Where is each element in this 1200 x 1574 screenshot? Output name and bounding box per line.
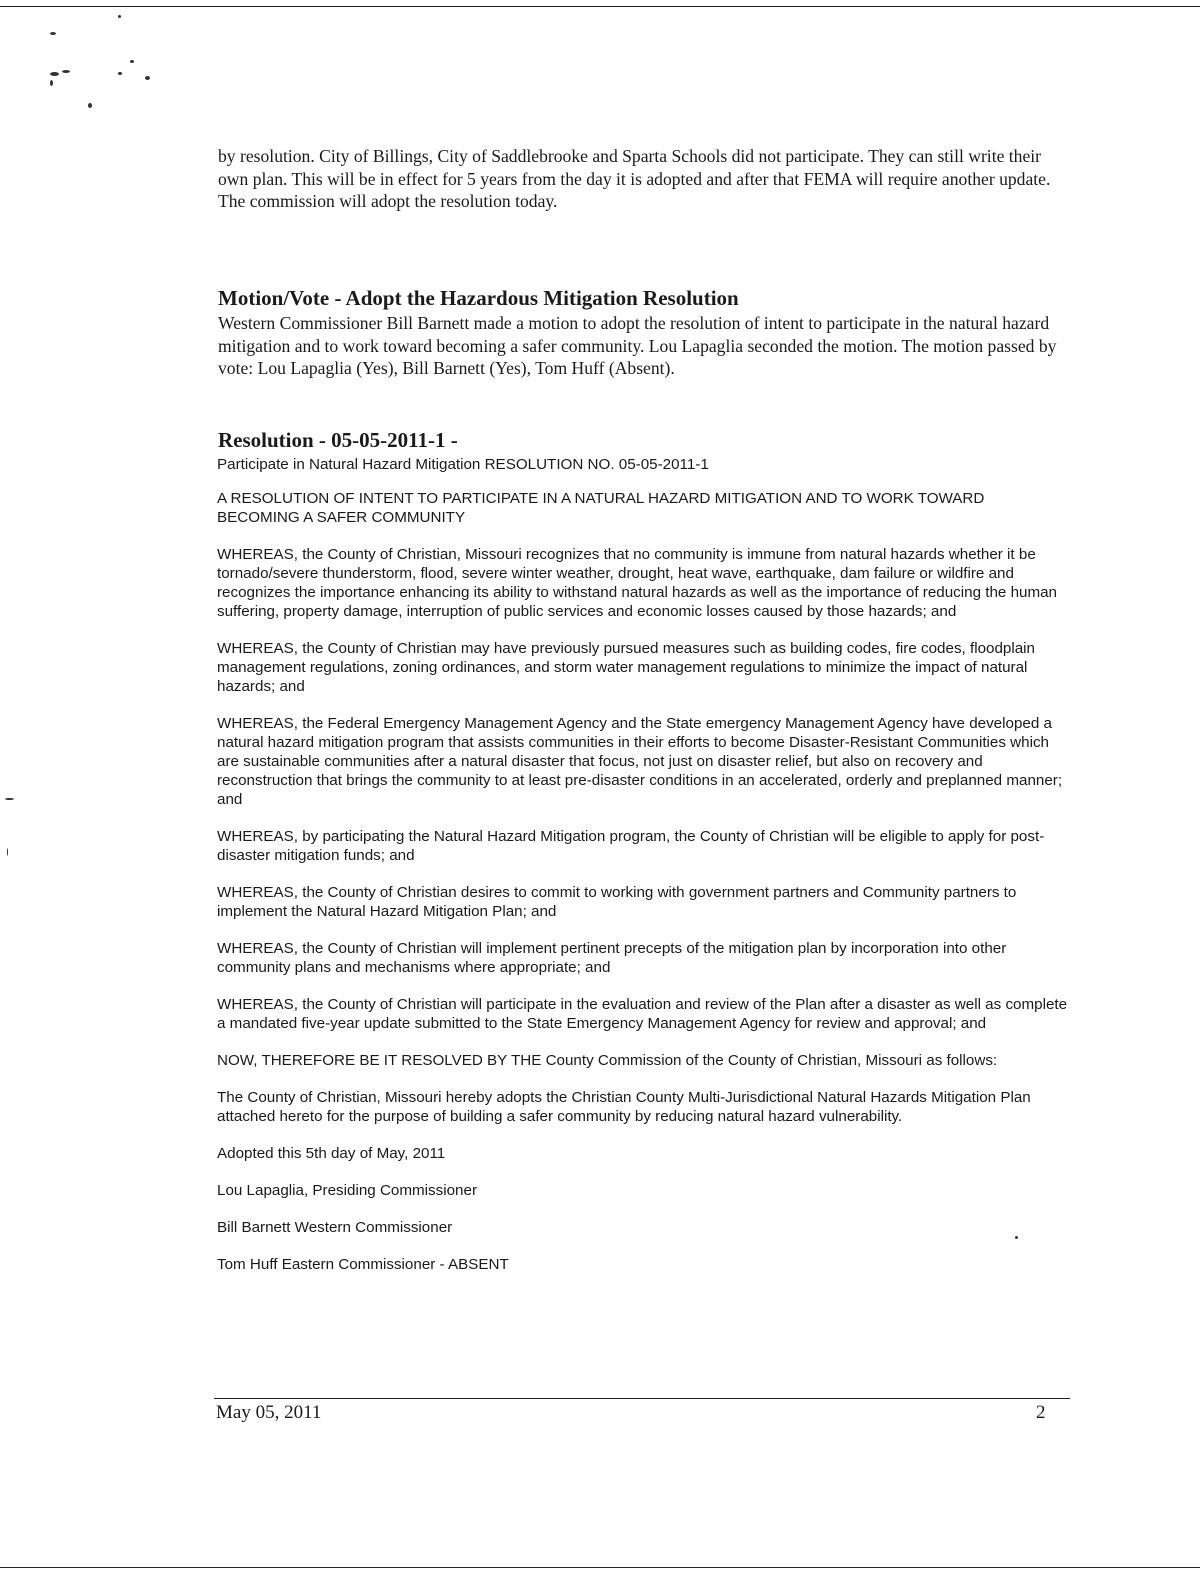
scan-speck	[130, 60, 134, 63]
whereas-clause: WHEREAS, by participating the Natural Hazard Mitigation program, the County of Christian will be eligible to apply for post-disaster mitigation funds; and	[217, 828, 1045, 864]
scan-speck	[50, 80, 53, 86]
intro-paragraph: by resolution. City of Billings, City of Saddlebrooke and Sparta Schools did not participate. They can still write their own plan. This will be in effect for 5 years from the day it is adopted and after that FEMA will require another update. The commission will adopt the resolution today.	[218, 146, 1051, 211]
scan-speck	[5, 798, 14, 800]
whereas-clause: WHEREAS, the County of Christian desires to commit to working with government partners and Community partners to implement the Natural Hazard Mitigation Plan; and	[217, 884, 1017, 920]
scan-speck	[50, 72, 59, 76]
scan-speck	[50, 32, 56, 35]
scan-speck	[118, 15, 121, 18]
adopted-date: Adopted this 5th day of May, 2011	[217, 1145, 446, 1162]
motion-body: Western Commissioner Bill Barnett made a motion to adopt the resolution of intent to participate in the natural hazard mitigation and to work toward becoming a safer community. Lou Lapaglia seconded the motion. The motion passed by vote: Lou Lapaglia (Yes), Bill Barnett (Yes), Tom Huff (Absent).	[218, 313, 1057, 378]
whereas-clause: WHEREAS, the County of Christian will implement pertinent precepts of the mitigation plan by incorporation into other community plans and mechanisms where appropriate; and	[217, 940, 1007, 976]
resolution-heading: Resolution - 05-05-2011-1 -	[218, 428, 458, 452]
scan-speck	[88, 103, 92, 108]
whereas-clause: WHEREAS, the Federal Emergency Management Agency and the State emergency Management Agency have developed a natural hazard mitigation program that assists communities in their efforts to become Disaster-Resistant Communities which are sustainable communities after a natural disaster that focus, not just on disaster relief, but also on recovery and reconstruction that brings the community to at least pre-disaster conditions in an accelerated, orderly and preplanned manner; and	[217, 715, 1063, 808]
bottom-scan-border	[0, 1567, 1200, 1568]
resolution-intent-title: A RESOLUTION OF INTENT TO PARTICIPATE IN A NATURAL HAZARD MITIGATION AND TO WORK TOWARD BECOMING A SAFER COMMUNITY	[217, 490, 985, 526]
whereas-clause: WHEREAS, the County of Christian will participate in the evaluation and review of the Plan after a disaster as well as complete a mandated five-year update submitted to the State Emergency Management Agency for review and approval; and	[217, 996, 1068, 1032]
footer-divider	[214, 1398, 1070, 1399]
scan-speck	[62, 70, 70, 73]
scan-speck	[118, 72, 122, 75]
footer-date: May 05, 2011	[216, 1402, 322, 1423]
motion-heading: Motion/Vote - Adopt the Hazardous Mitigation Resolution	[218, 286, 739, 310]
signatory: Lou Lapaglia, Presiding Commissioner	[217, 1182, 478, 1199]
scan-speck	[145, 76, 150, 80]
resolution-body	[217, 455, 1069, 1292]
whereas-clause: WHEREAS, the County of Christian may have previously pursued measures such as building codes, fire codes, floodplain management regulations, zoning ordinances, and storm water management regulations to minimize the impact of natural hazards; and	[217, 640, 1036, 695]
whereas-clause: WHEREAS, the County of Christian, Missouri recognizes that no community is immune from natural hazards whether it be tornado/severe thunderstorm, flood, severe winter weather, drought, heat wave, earthquake, dam failure or wildfire and recognizes the importance enhancing its ability to withstand natural hazards as well as the importance of reducing the human suffering, property damage, interruption of public services and economic losses caused by those hazards; and	[217, 546, 1058, 620]
signatory: Tom Huff Eastern Commissioner - ABSENT	[217, 1256, 509, 1273]
page-number: 2	[1036, 1402, 1046, 1423]
scan-speck	[7, 848, 8, 856]
top-scan-border	[0, 6, 1200, 7]
resolution-subtitle: Participate in Natural Hazard Mitigation RESOLUTION NO. 05-05-2011-1	[217, 456, 709, 473]
resolved-clause: NOW, THEREFORE BE IT RESOLVED BY THE County Commission of the County of Christian, Missouri as follows:	[217, 1052, 998, 1069]
adoption-clause: The County of Christian, Missouri hereby adopts the Christian County Multi-Jurisdictional Natural Hazards Mitigation Plan attached hereto for the purpose of building a safer community by reducing natural hazard vulnerability.	[217, 1089, 1031, 1125]
signatory: Bill Barnett Western Commissioner	[217, 1219, 453, 1236]
